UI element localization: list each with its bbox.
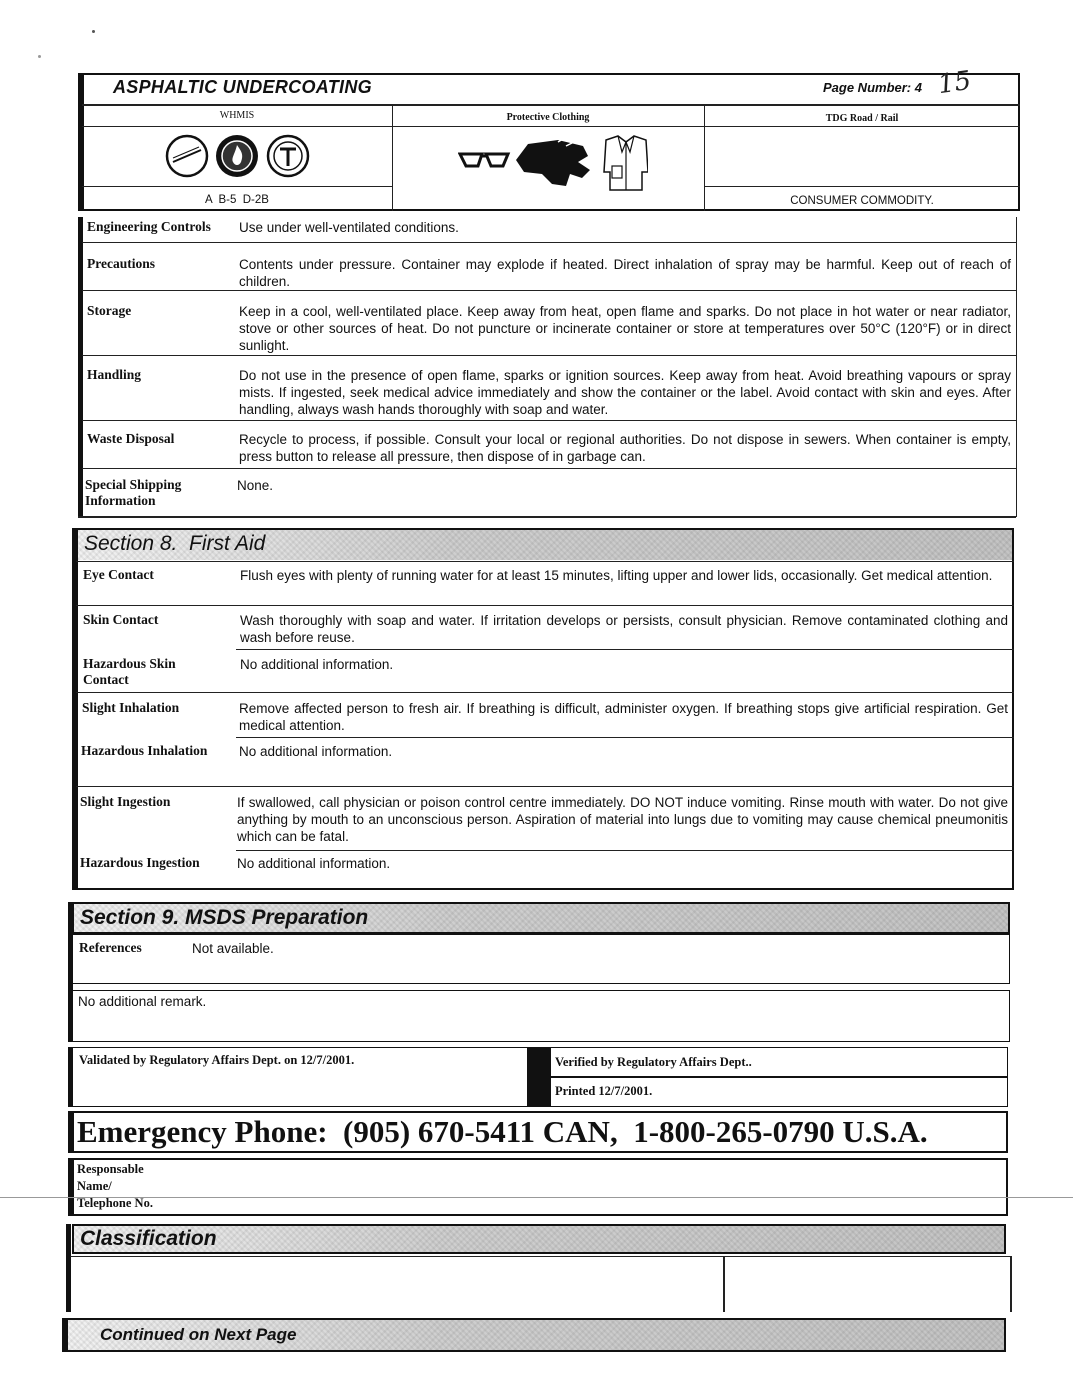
tdg-label: TDG Road / Rail [825, 113, 899, 124]
classification-title: Classification [74, 1226, 1004, 1252]
emergency-phone: Emergency Phone: (905) 670-5411 CAN, 1-800-265-0790 U.S.A. [77, 1114, 928, 1149]
remark-text: No additional remark. [78, 994, 207, 1009]
scan-line [0, 1197, 1073, 1198]
row-text-handling: Do not use in the presence of open flame, sparks or ignition sources. Keep away from heat. Avoid breathing vapours or spray mists. If ingested, seek medical advice immediately and show the container or the label. Avoid contact with skin and eyes. After handling, always wash hands thoroughly with soap and water. [239, 368, 1011, 417]
references-value: Not available. [192, 941, 274, 956]
responsible-line1: Responsable [77, 1162, 144, 1176]
continued-text: Continued on Next Page [68, 1320, 1004, 1350]
row-label-skin-contact: Skin Contact [83, 612, 159, 627]
references-label: References [79, 940, 142, 955]
row-text-hazardous-ingestion: No additional information. [237, 856, 391, 871]
verified-text: Verified by Regulatory Affairs Dept.. [555, 1055, 752, 1069]
t-circle-icon [268, 136, 308, 176]
protective-clothing-label: Protective Clothing [506, 112, 590, 123]
flame-circle-icon [216, 135, 258, 177]
row-label-slight-ingestion: Slight Ingestion [80, 794, 171, 809]
tdg-classification: CONSUMER COMMODITY. [790, 195, 934, 207]
scan-dot-2 [38, 55, 41, 58]
row-label-special-shipping: Special Shipping Information [85, 477, 182, 508]
row-label-handling: Handling [87, 367, 142, 382]
responsible-line3: Telephone No. [77, 1196, 153, 1210]
row-text-skin-contact: Wash thoroughly with soap and water. If irritation develops or persists, consult physician. Remove contaminated clothing and wash before reuse. [240, 613, 1008, 645]
protective-icons [458, 132, 648, 192]
row-text-waste-disposal: Recycle to process, if possible. Consult your local or regional authorities. Do not dispose in sewers. When container is empty, press button to release all pressure, then dispose of in garbage can. [239, 432, 1011, 464]
no-symbol-icon [167, 136, 207, 176]
row-label-hazardous-ingestion: Hazardous Ingestion [80, 855, 200, 870]
remark-box [72, 990, 1010, 1042]
lab-coat-icon [604, 136, 648, 190]
printed-text: Printed 12/7/2001. [555, 1084, 653, 1098]
section9-title: Section 9. MSDS Preparation [74, 904, 1008, 932]
row-text-slight-ingestion: If swallowed, call physician or poison control centre immediately. DO NOT induce vomiting. Rinse mouth with water. Do not give anything by mouth to an unconscious person. Aspiration of material into lungs due to vomiting may cause chemical pneumonitis which can be fatal. [237, 795, 1008, 844]
responsible-line2: Name/ [77, 1179, 112, 1193]
row-label-storage: Storage [87, 303, 132, 318]
row-text-storage: Keep in a cool, well-ventilated place. Keep away from heat, open flame and sparks. Do not place in hot water or near radiator, stove or other sources of heat. Do not puncture or incinerate container or store at temperatures over 50°C (120°F) or in direct sunlight. [239, 304, 1011, 353]
row-label-hazardous-inhalation: Hazardous Inhalation [81, 743, 208, 758]
whmis-label: WHMIS [219, 110, 255, 121]
row-label-engineering-controls: Engineering Controls [87, 219, 211, 234]
safety-glasses-icon [460, 154, 508, 166]
row-text-precautions: Contents under pressure. Container may explode if heated. Direct inhalation of spray may be harmful. Keep out of reach of children. [239, 257, 1011, 289]
responsible-box [72, 1158, 1008, 1216]
whmis-codes: A B-5 D-2B [205, 194, 269, 206]
section8-title: Section 8. First Aid [78, 530, 1012, 560]
scan-dot [92, 30, 95, 33]
row-text-engineering-controls: Use under well-ventilated conditions. [239, 220, 459, 235]
row-label-eye-contact: Eye Contact [83, 567, 154, 582]
whmis-symbols [165, 132, 315, 180]
row-text-eye-contact: Flush eyes with plenty of running water for at least 15 minutes, lifting upper and lower lids, occasionally. Get medical attention. [240, 568, 993, 583]
row-label-slight-inhalation: Slight Inhalation [82, 700, 180, 715]
row-text-hazardous-inhalation: No additional information. [239, 744, 393, 759]
handwritten-page-mark: 15 [936, 65, 974, 101]
row-text-special-shipping: None. [237, 478, 274, 493]
header-left-bar [78, 73, 83, 211]
validated-text: Validated by Regulatory Affairs Dept. on 12/7/2001. [79, 1053, 355, 1067]
gloves-icon [516, 136, 590, 186]
row-label-waste-disposal: Waste Disposal [87, 431, 175, 446]
page-number: Page Number: 4 [823, 80, 922, 95]
row-text-slight-inhalation: Remove affected person to fresh air. If breathing is difficult, administer oxygen. If breathing stops give artificial respiration. Get medical attention. [239, 701, 1008, 733]
row-label-hazardous-skin-contact: Hazardous Skin Contact [83, 656, 176, 687]
row-text-hazardous-skin-contact: No additional information. [240, 657, 394, 672]
row-label-precautions: Precautions [87, 256, 155, 271]
product-title: ASPHALTIC UNDERCOATING [113, 77, 372, 97]
